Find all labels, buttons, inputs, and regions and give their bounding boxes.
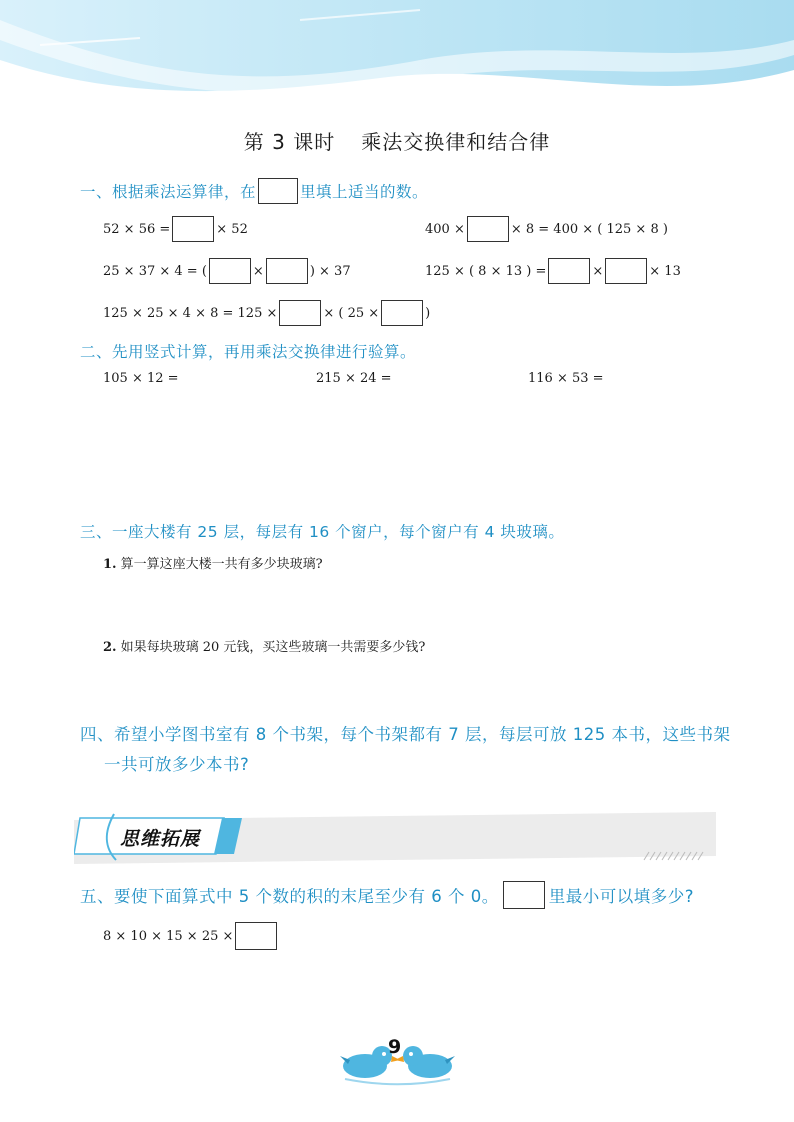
section-4-heading-line1: 四、希望小学图书室有 8 个书架，每个书架都有 7 层，每层可放 125 本书，这些书架 [80, 725, 731, 744]
answer-box[interactable] [209, 258, 251, 284]
answer-box[interactable] [279, 300, 321, 326]
banner-label: 思维拓展 [120, 828, 201, 850]
section-1-heading: 一、根据乘法运算律，在 里填上适当的数。 [80, 178, 428, 204]
answer-box[interactable] [548, 258, 590, 284]
lesson-topic: 乘法交换律和结合律 [361, 130, 551, 154]
equation-3: 25 × 37 × 4 = ( × ) × 37 [103, 258, 351, 284]
blank-box-sample [258, 178, 298, 204]
blank-box-sample [503, 881, 545, 909]
answer-box[interactable] [172, 216, 214, 242]
expression-5: 8 × 10 × 15 × 25 × [103, 922, 279, 950]
answer-box[interactable] [605, 258, 647, 284]
equation-1: 52 × 56 = × 52 [103, 216, 248, 242]
problem-2-2: 215 × 24 = [316, 371, 392, 386]
page-title [0, 126, 794, 155]
equation-5: 125 × 25 × 4 × 8 = 125 × × ( 25 × ) [103, 300, 430, 326]
answer-box[interactable] [467, 216, 509, 242]
problem-2-1: 105 × 12 = [103, 371, 179, 386]
answer-box[interactable] [266, 258, 308, 284]
page-number: 9 [388, 1036, 402, 1058]
header-wave-decoration [0, 0, 794, 110]
answer-box[interactable] [235, 922, 277, 950]
question-3-1: 1. 算一算这座大楼一共有多少块玻璃? [103, 557, 323, 572]
section-3-heading: 三、一座大楼有 25 层，每层有 16 个窗户，每个窗户有 4 块玻璃。 [80, 523, 565, 541]
problem-2-3: 116 × 53 = [528, 371, 604, 386]
equation-4: 125 × ( 8 × 13 ) = × × 13 [425, 258, 681, 284]
answer-box[interactable] [381, 300, 423, 326]
section-5-heading: 五、要使下面算式中 5 个数的积的末尾至少有 6 个 0。 里最小可以填多少? [80, 881, 694, 909]
question-3-2: 2. 如果每块玻璃 20 元钱，买这些玻璃一共需要多少钱? [103, 640, 426, 655]
equation-2: 400 × × 8 = 400 × ( 125 × 8 ) [425, 216, 668, 242]
section-4-heading-line2: 一共可放多少本书? [104, 755, 250, 774]
lesson-number: 第 3 课时 [243, 130, 336, 154]
section-2-heading: 二、先用竖式计算，再用乘法交换律进行验算。 [80, 343, 417, 361]
